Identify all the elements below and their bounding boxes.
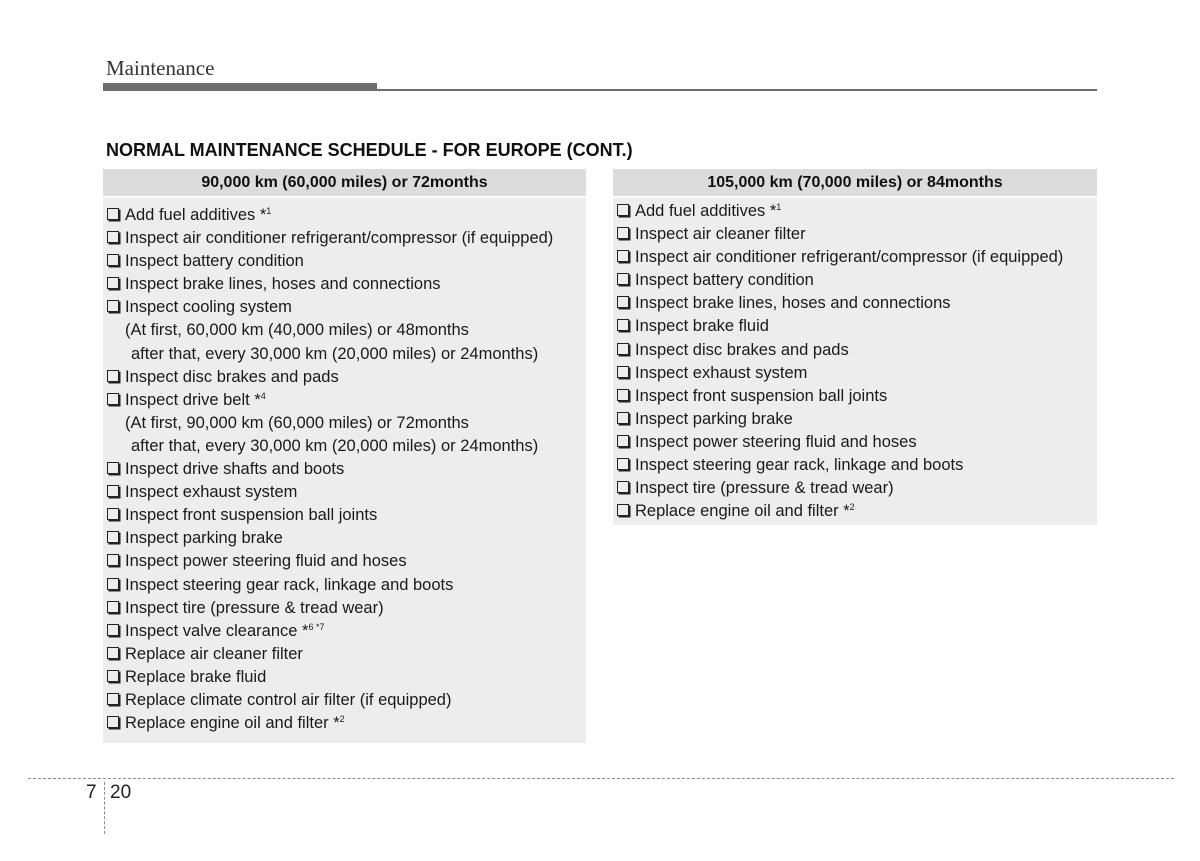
checkbox-icon [107, 601, 119, 613]
item-text: Replace engine oil and filter * [125, 714, 340, 733]
list-item [103, 527, 586, 550]
item-text: Replace brake fluid [125, 667, 267, 686]
item-text: Inspect valve clearance * [125, 621, 309, 640]
checkbox-icon [617, 435, 629, 447]
checkbox-icon [617, 504, 629, 516]
checkbox-icon [107, 485, 119, 497]
item-text: Replace climate control air filter (if equipped) [125, 690, 452, 709]
chapter-number: 7 [86, 782, 97, 803]
list-item [613, 431, 1097, 454]
maintenance-item-list [103, 198, 586, 735]
footnote-ref: 4 [260, 390, 266, 401]
list-item [103, 458, 586, 481]
item-text: Replace air cleaner filter [125, 644, 303, 663]
list-item [103, 481, 586, 504]
list-item [103, 597, 586, 620]
list-item [103, 204, 586, 227]
item-text: Inspect parking brake [125, 529, 283, 548]
footnote-ref: 2 [849, 502, 855, 513]
item-text: Inspect air conditioner refrigerant/compressor (if equipped) [635, 248, 1064, 267]
list-item-continuation [103, 319, 586, 342]
item-text: after that, every 30,000 km (20,000 miles) or 24months) [131, 344, 539, 363]
checkbox-icon [617, 366, 629, 378]
list-item [613, 454, 1097, 477]
item-text: Inspect air conditioner refrigerant/compressor (if equipped) [125, 229, 554, 248]
item-text: Inspect disc brakes and pads [635, 340, 849, 359]
item-text: Inspect brake fluid [635, 317, 769, 336]
page-number-divider [104, 782, 105, 834]
checkbox-icon [617, 250, 629, 262]
list-item [103, 689, 586, 712]
checkbox-icon [107, 531, 119, 543]
list-item [613, 385, 1097, 408]
checkbox-icon [107, 508, 119, 520]
schedule-panel-90000km [103, 169, 586, 743]
list-item [613, 223, 1097, 246]
section-heading: NORMAL MAINTENANCE SCHEDULE - FOR EUROPE (CONT.) [106, 140, 633, 160]
checkbox-icon [107, 670, 119, 682]
list-item [613, 339, 1097, 362]
checkbox-icon [107, 370, 119, 382]
list-item [103, 250, 586, 273]
checkbox-icon [617, 343, 629, 355]
checkbox-icon [617, 273, 629, 285]
footnote-ref: 2 [339, 714, 345, 725]
list-item [103, 643, 586, 666]
item-text: Inspect tire (pressure & tread wear) [635, 479, 894, 498]
item-text: Inspect battery condition [125, 252, 304, 271]
list-item [103, 666, 586, 689]
item-text: Inspect steering gear rack, linkage and boots [125, 575, 454, 594]
list-item-continuation [103, 412, 586, 435]
page-header-title: Maintenance [106, 56, 215, 80]
item-text: after that, every 30,000 km (20,000 miles) or 24months) [131, 436, 539, 455]
list-item [613, 477, 1097, 500]
list-item [103, 296, 586, 319]
item-text: (At first, 60,000 km (40,000 miles) or 48months [125, 321, 469, 340]
item-text: Add fuel additives * [125, 206, 267, 224]
checkbox-icon [617, 458, 629, 470]
list-item [103, 712, 586, 735]
list-item [103, 227, 586, 250]
checkbox-icon [107, 300, 119, 312]
page-number: 20 [110, 782, 132, 803]
panel-title: 105,000 km (70,000 miles) or 84months [613, 169, 1097, 198]
item-text: Inspect tire (pressure & tread wear) [125, 598, 384, 617]
list-item [103, 574, 586, 597]
checkbox-icon [107, 716, 119, 728]
checkbox-icon [107, 647, 119, 659]
item-text: (At first, 90,000 km (60,000 miles) or 72months [125, 413, 469, 432]
item-text: Inspect cooling system [125, 298, 292, 317]
item-text: Inspect air cleaner filter [635, 225, 806, 244]
list-item [613, 362, 1097, 385]
checkbox-icon [107, 231, 119, 243]
item-text: Replace engine oil and filter * [635, 502, 850, 521]
item-text: Inspect power steering fluid and hoses [125, 552, 407, 571]
checkbox-icon [617, 389, 629, 401]
list-item [103, 273, 586, 296]
checkbox-icon [107, 578, 119, 590]
list-item [103, 389, 586, 412]
checkbox-icon [617, 481, 629, 493]
list-item-continuation [103, 343, 586, 366]
list-item-continuation [103, 435, 586, 458]
checkbox-icon [107, 208, 119, 220]
header-rule [103, 89, 1097, 91]
item-text: Inspect brake lines, hoses and connections [125, 275, 441, 294]
item-text: Inspect drive belt * [125, 390, 261, 409]
checkbox-icon [617, 227, 629, 239]
item-text: Inspect disc brakes and pads [125, 367, 339, 386]
list-item [613, 408, 1097, 431]
list-item [103, 366, 586, 389]
checkbox-icon [617, 412, 629, 424]
list-item [613, 500, 1097, 523]
list-item [103, 550, 586, 573]
maintenance-item-list [613, 198, 1097, 523]
schedule-panel-105000km [613, 169, 1097, 525]
checkbox-icon [107, 254, 119, 266]
list-item [613, 200, 1097, 223]
checkbox-icon [107, 393, 119, 405]
footer-divider [28, 778, 1174, 779]
checkbox-icon [107, 554, 119, 566]
item-text: Inspect brake lines, hoses and connections [635, 294, 951, 313]
footnote-ref: 1 [266, 206, 272, 216]
checkbox-icon [107, 624, 119, 636]
list-item [613, 246, 1097, 269]
item-text: Inspect exhaust system [635, 363, 808, 382]
list-item [613, 292, 1097, 315]
item-text: Add fuel additives * [635, 202, 777, 220]
item-text: Inspect steering gear rack, linkage and boots [635, 456, 964, 475]
list-item [103, 504, 586, 527]
checkbox-icon [107, 462, 119, 474]
checkbox-icon [107, 693, 119, 705]
item-text: Inspect drive shafts and boots [125, 460, 345, 479]
panel-title: 90,000 km (60,000 miles) or 72months [103, 169, 586, 198]
item-text: Inspect power steering fluid and hoses [635, 432, 917, 451]
item-text: Inspect battery condition [635, 271, 814, 290]
checkbox-icon [617, 296, 629, 308]
item-text: Inspect front suspension ball joints [635, 386, 888, 405]
footnote-ref: 6 *7 [308, 621, 325, 632]
list-item [103, 620, 586, 643]
item-text: Inspect exhaust system [125, 483, 298, 502]
footnote-ref: 1 [776, 202, 782, 212]
checkbox-icon [617, 319, 629, 331]
list-item [613, 315, 1097, 338]
checkbox-icon [617, 204, 629, 216]
item-text: Inspect parking brake [635, 409, 793, 428]
list-item [613, 269, 1097, 292]
checkbox-icon [107, 277, 119, 289]
item-text: Inspect front suspension ball joints [125, 506, 378, 525]
